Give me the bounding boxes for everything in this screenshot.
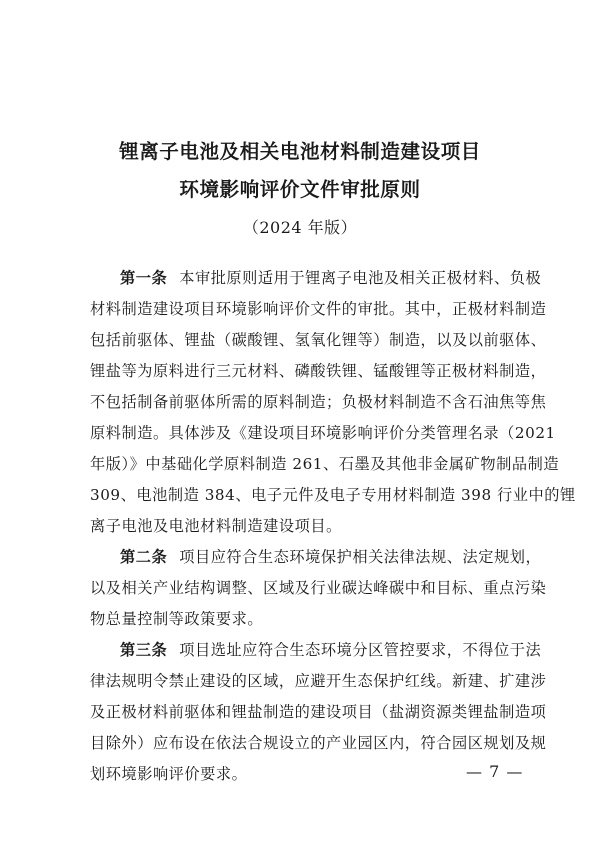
article-line: 原料制造。具体涉及《建设项目环境影响评价分类管理名录（2021 [90, 424, 556, 442]
article-line: 目除外）应布设在依法合规设立的产业园区内，符合园区规划及规 [90, 734, 547, 752]
article-line: 年版）》中基础化学原料制造 261、石墨及其他非金属矿物制品制造 [90, 455, 560, 473]
article-line: 以及相关产业结构调整、区域及行业碳达峰碳中和目标、重点污染 [90, 579, 547, 597]
article-line: 锂盐等为原料进行三元材料、磷酸铁锂、锰酸锂等正极材料制造， [90, 362, 547, 380]
article-line: 第二条 项目应符合生态环境保护相关法律法规、法定规划， [120, 548, 542, 566]
article-line: 第三条 项目选址应符合生态环境分区管控要求，不得位于法 [120, 641, 542, 659]
page-number: — 7 — [466, 762, 524, 781]
title-line-1: 锂离子电池及相关电池材料制造建设项目 [119, 140, 481, 163]
article-line: 离子电池及电池材料制造建设项目。 [90, 517, 342, 535]
article-label: 第二条 [120, 548, 168, 566]
article-line: 材料制造建设项目环境影响评价文件的审批。其中，正极材料制造 [90, 300, 547, 318]
article-label: 第一条 [120, 269, 168, 287]
article-line: 物总量控制等政策要求。 [90, 610, 264, 628]
article-line: 划环境影响评价要求。 [90, 765, 248, 783]
edition-label: （2024 年版） [242, 218, 358, 237]
article-line: 不包括制备前驱体所需的原料制造；负极材料制造不含石油焦等焦 [90, 393, 547, 411]
article-line: 及正极材料前驱体和锂盐制造的建设项目（盐湖资源类锂盐制造项 [90, 703, 547, 721]
article-line: 律法规明令禁止建设的区域，应避开生态保护红线。新建、扩建涉 [90, 672, 547, 690]
article-line: 第一条 本审批原则适用于锂离子电池及相关正极材料、负极 [120, 269, 542, 287]
article-label: 第三条 [120, 641, 168, 659]
article-line: 包括前驱体、锂盐（碳酸锂、氢氧化锂等）制造，以及以前驱体、 [90, 331, 547, 349]
article-line: 309、电池制造 384、电子元件及电子专用材料制造 398 行业中的锂 [90, 486, 576, 504]
title-line-2: 环境影响评价文件审批原则 [179, 178, 421, 201]
